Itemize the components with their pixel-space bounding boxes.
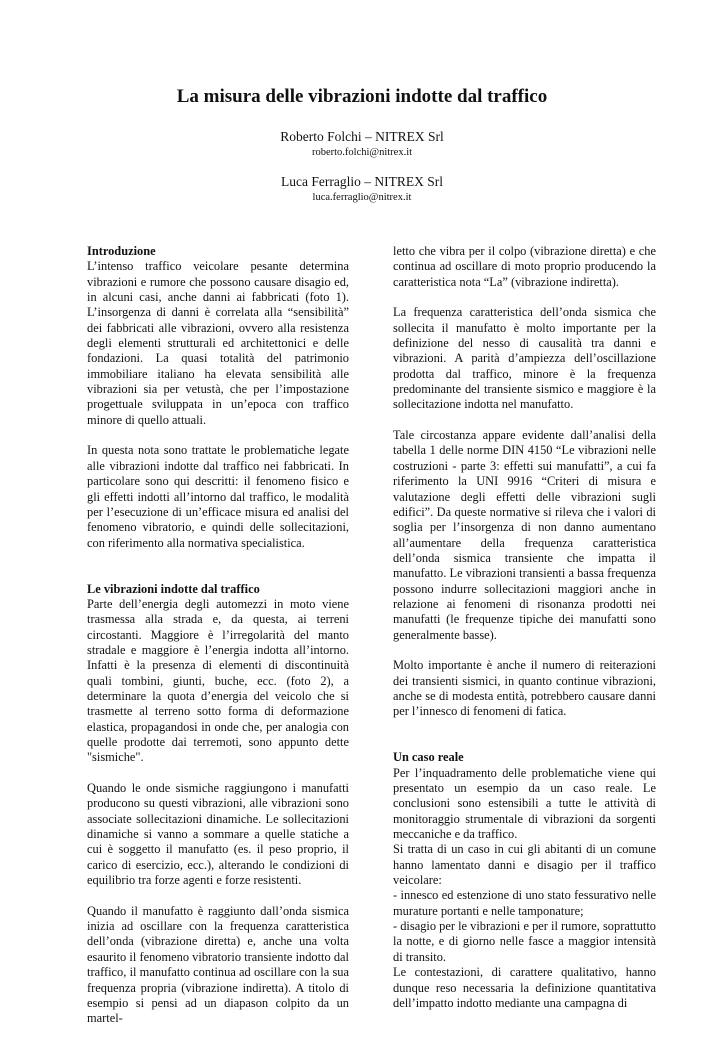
paragraph: In questa nota sono trattate le problematiche legate alle vibrazioni indotte dal traffico nei fabbricati. In particolare sono qui descritti: il fenomeno fisico e gli effetti indotti all’intorno dal traffico, le modalità per l’esecuzione di un’efficace misura ed analisi del fenomeno vibratorio, e quindi delle sollecitazioni, con riferimento alla normativa specialistica. [87, 443, 349, 550]
paragraph: Quando le onde sismiche raggiungono i manufatti producono su questi vibrazioni, alle vibrazioni sono associate sollecitazioni dinamiche. Le sollecitazioni dinamiche si vanno a sommare a quelle statiche a cui è soggetto il manufatto (es. il peso proprio, il carico di esercizio, ecc.), alterando le condizioni di equilibrio tra forze agenti e forze resistenti. [87, 781, 349, 888]
paragraph: Tale circostanza appare evidente dall’analisi della tabella 1 delle norme DIN 4150 “Le vibrazioni nelle costruzioni - parte 3: effetti sui manufatti”, a cui fa riferimento la UNI 9916 “Criteri di misura e valutazione degli effetti delle vibrazioni sugli edifici”. Da queste normative si rileva che i valori di soglia per l’insorgenza di non danno aumentano all’aumentare della frequenza caratteristica dell’onda sismica transiente che impatta il manufatto. Le vibrazioni transienti a bassa frequenza possono indurre sollecitazioni maggiori anche in relazione ai fenomeni di risonanza prodotti nei manufatti (le frequenze tipiche dei manufatti sono generalmente basse). [393, 428, 656, 642]
list-item: - disagio per le vibrazioni e per il rumore, soprattutto la notte, e di giorno nelle fasce a maggior intensità di transito. [393, 919, 656, 964]
page-title: La misura delle vibrazioni indotte dal traffico [176, 86, 548, 107]
paragraph: Si tratta di un caso in cui gli abitanti di un comune hanno lamentato danni e disagio per il traffico veicolare: [393, 842, 656, 888]
paragraph: L’intenso traffico veicolare pesante determina vibrazioni e rumore che possono causare disagio ed, in alcuni casi, anche danni ai fabbricati (foto 1). L’insorgenza di danni è correlata alla “sensibilità” dei fabbricati alle vibrazioni, ovvero alla resistenza degli elementi strutturali ed architettonici e delle fondazioni. La quasi totalità del patrimonio immobiliare italiano ha elevata sensibilità alle vibrazioni sia per vetustà, che per l’impostazione progettuale sviluppata in un’epoca con traffico minore di quello attuali. [87, 259, 349, 427]
paragraph: Quando il manufatto è raggiunto dall’onda sismica inizia ad oscillare con la frequenza caratteristica dell’onda (vibrazione diretta) e, anche una volta esaurito il fenomeno vibratorio transiente indotto dal traffico, il manufatto continua ad oscillare con la sua frequenza propria (vibrazione indiretta). A titolo di esempio si pensi ad un diapason colpito da un martel- [87, 903, 349, 1026]
paragraph: Parte dell’energia degli automezzi in moto viene trasmessa alla strada e, da questa, ai terreni circostanti. Maggiore è l’irregolarità del manto stradale e maggiore è l’energia indotta all’intorno. Infatti è la presenza di elementi di discontinuità quali tombini, giunti, buche, ecc. (foto 2), a determinare la quota d’energia del veicolo che si trasmette al terreno sotto forma di deformazione elastica, propagandosi in onde che, per analogia con quelle prodotte dai terremoti, sono appunto dette "sismiche". [87, 596, 349, 765]
author-name: Roberto Folchi – NITREX Srl [280, 129, 444, 144]
author-name: Luca Ferraglio – NITREX Srl [281, 174, 443, 189]
right-column [393, 244, 656, 1011]
paragraph: Le contestazioni, di carattere qualitativo, hanno dunque reso necessaria la definizione quantitativa dell’impatto indotto mediante una campagna di [393, 965, 656, 1010]
section-heading: Le vibrazioni indotte dal traffico [87, 581, 260, 596]
paragraph: Per l’inquadramento delle problematiche viene qui presentato un esempio da un caso reale. Le conclusioni sono estensibili a tutte le attività di monitoraggio strumentale di vibrazioni da sorgenti meccaniche e da traffico. [393, 765, 656, 842]
section-heading: Introduzione [87, 244, 156, 258]
paragraph: letto che vibra per il colpo (vibrazione diretta) e che continua ad oscillare di moto proprio producendo la caratteristica nota “La” (vibrazione indiretta). [393, 244, 656, 289]
author-email: luca.ferraglio@nitrex.it [312, 192, 412, 203]
section-heading: Un caso reale [393, 750, 464, 765]
list-item: - innesco ed estenzione di uno stato fessurativo nelle murature portanti e nelle tamponature; [393, 888, 656, 918]
author-email: roberto.folchi@nitrex.it [311, 147, 413, 158]
paragraph: Molto importante è anche il numero di reiterazioni dei transienti sismici, in quanto continue vibrazioni, anche se di modesta entità, potrebbero causare danni per l’innesco di fenomeni di fatica. [393, 658, 656, 719]
paragraph: La frequenza caratteristica dell’onda sismica che sollecita il manufatto è molto importante per la definizione del nesso di causalità tra danni e vibrazioni. A parità d’ampiezza dell’oscillazione prodotta dal traffico, minore è la frequenza predominante del transiente sismico e maggiore è la sollecitazione indotta nel manufatto. [393, 305, 656, 412]
left-column [87, 244, 349, 1042]
